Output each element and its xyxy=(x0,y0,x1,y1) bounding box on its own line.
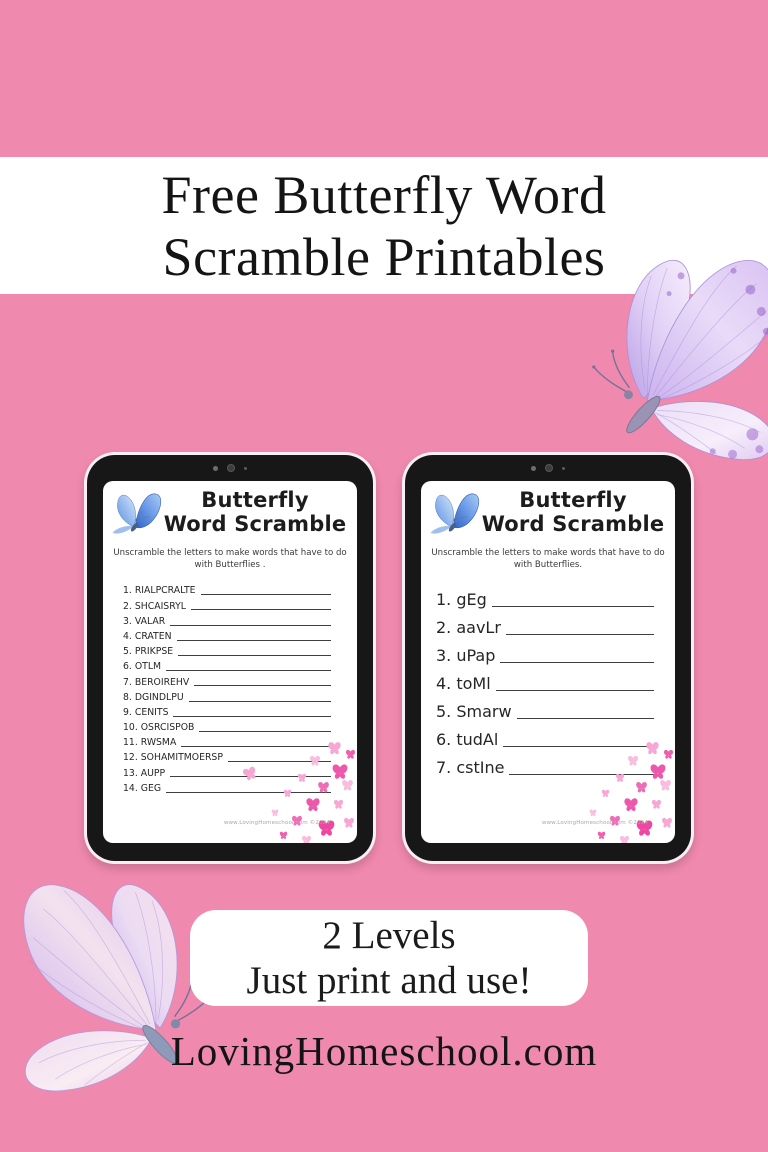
scramble-item xyxy=(436,638,654,666)
scramble-item xyxy=(436,582,654,610)
tablet-bezel xyxy=(405,455,691,861)
answer-line xyxy=(189,701,331,702)
promo-line1: 2 Levels xyxy=(322,914,456,957)
answer-line xyxy=(173,716,331,717)
scramble-item xyxy=(123,719,331,734)
scrambled-word: 2. SHCAISRYL xyxy=(123,600,186,612)
worksheet-title-line2: Word Scramble xyxy=(163,512,347,536)
camera-dot-icon xyxy=(562,467,565,470)
answer-line xyxy=(492,606,654,607)
instructions-line2: with Butterflies . xyxy=(194,560,266,570)
site-name: LovingHomeschool.com xyxy=(170,1028,598,1074)
answer-line xyxy=(177,640,331,641)
scramble-item xyxy=(123,688,331,703)
scramble-item xyxy=(123,582,331,597)
instructions-line2: with Butterflies. xyxy=(513,560,583,570)
scrambled-word: 5. PRIKPSE xyxy=(123,646,174,658)
scrambled-word: 9. CENITS xyxy=(123,706,169,718)
pink-butterflies-cluster-icon xyxy=(239,739,357,843)
scrambled-word: 13. AUPP xyxy=(123,767,166,779)
instructions-line1: Unscramble the letters to make words that have to do xyxy=(113,548,347,558)
scrambled-word: 14. GEG xyxy=(123,782,162,794)
scrambled-word: 11. RWSMA xyxy=(123,737,177,749)
scrambled-word: 12. SOHAMITMOERSP xyxy=(123,752,223,764)
scrambled-word: 10. OSRCISPOB xyxy=(123,722,195,734)
scramble-item xyxy=(123,704,331,719)
scramble-item xyxy=(436,610,654,638)
answer-line xyxy=(500,662,654,663)
answer-line xyxy=(166,670,331,671)
purple-butterfly-top-icon xyxy=(585,250,768,478)
scrambled-word: 8. DGINDLPU xyxy=(123,691,184,703)
camera-dot-icon xyxy=(545,464,553,472)
worksheet-title-line2: Word Scramble xyxy=(481,512,665,536)
answer-line xyxy=(170,625,331,626)
worksheet-header xyxy=(103,486,357,540)
worksheet-title xyxy=(482,486,665,536)
worksheet-instructions xyxy=(103,547,357,571)
scrambled-word: 3. uPap xyxy=(436,645,496,665)
camera-dot-icon xyxy=(227,464,235,472)
worksheet-footer-url: www.LovingHomeschool.com ©2024 xyxy=(223,820,330,826)
answer-line xyxy=(199,731,331,732)
answer-line xyxy=(194,685,331,686)
answer-line xyxy=(178,655,331,656)
scramble-item xyxy=(123,673,331,688)
scrambled-word: 4. toMl xyxy=(436,673,491,693)
answer-line xyxy=(506,634,654,635)
promo-banner xyxy=(190,910,588,1006)
front-camera-dots-icon xyxy=(531,464,565,472)
answer-line xyxy=(201,594,331,595)
scrambled-word: 7. cstIne xyxy=(436,757,505,777)
scramble-item xyxy=(123,597,331,612)
instructions-line1: Unscramble the letters to make words that have to do xyxy=(431,548,665,558)
answer-line xyxy=(517,718,654,719)
camera-dot-icon xyxy=(531,466,536,471)
pink-butterflies-cluster-icon xyxy=(557,739,675,843)
scrambled-word: 6. tudAl xyxy=(436,729,499,749)
worksheet-header xyxy=(421,486,675,540)
scramble-item xyxy=(123,643,331,658)
scramble-item xyxy=(123,612,331,627)
scrambled-word: 4. CRATEN xyxy=(123,630,172,642)
answer-line xyxy=(496,690,654,691)
scrambled-word: 5. Smarw xyxy=(436,701,512,721)
answer-line xyxy=(191,609,331,610)
scrambled-word: 7. BEROIREHV xyxy=(123,676,190,688)
scrambled-word: 1. RIALPCRALTE xyxy=(123,585,196,597)
tablet-mockup-left xyxy=(84,452,376,864)
promo-line2: Just print and use! xyxy=(246,959,532,1002)
blue-butterfly-icon xyxy=(426,488,480,540)
scramble-item xyxy=(123,658,331,673)
scrambled-word: 2. aavLr xyxy=(436,617,501,637)
worksheet-level1 xyxy=(103,481,357,843)
scramble-item xyxy=(436,694,654,722)
page-title-line2: Scramble Printables xyxy=(162,226,606,287)
tablet-mockup-right xyxy=(402,452,694,864)
worksheet-title-line1: Butterfly xyxy=(519,488,627,512)
worksheet-title xyxy=(164,486,347,536)
scrambled-word: 6. OTLM xyxy=(123,661,162,673)
scramble-item xyxy=(436,666,654,694)
worksheet-instructions xyxy=(421,547,675,571)
tablet-bezel xyxy=(87,455,373,861)
camera-dot-icon xyxy=(244,467,247,470)
camera-dot-icon xyxy=(213,466,218,471)
front-camera-dots-icon xyxy=(213,464,247,472)
worksheet-footer-url: www.LovingHomeschool.com ©2024 xyxy=(541,820,648,826)
worksheet-title-line1: Butterfly xyxy=(201,488,309,512)
blue-butterfly-icon xyxy=(108,488,162,540)
scramble-item xyxy=(123,628,331,643)
page-title-line1: Free Butterfly Word xyxy=(161,164,607,225)
scrambled-word: 3. VALAR xyxy=(123,615,166,627)
worksheet-level2 xyxy=(421,481,675,843)
scrambled-word: 1. gEg xyxy=(436,589,487,609)
